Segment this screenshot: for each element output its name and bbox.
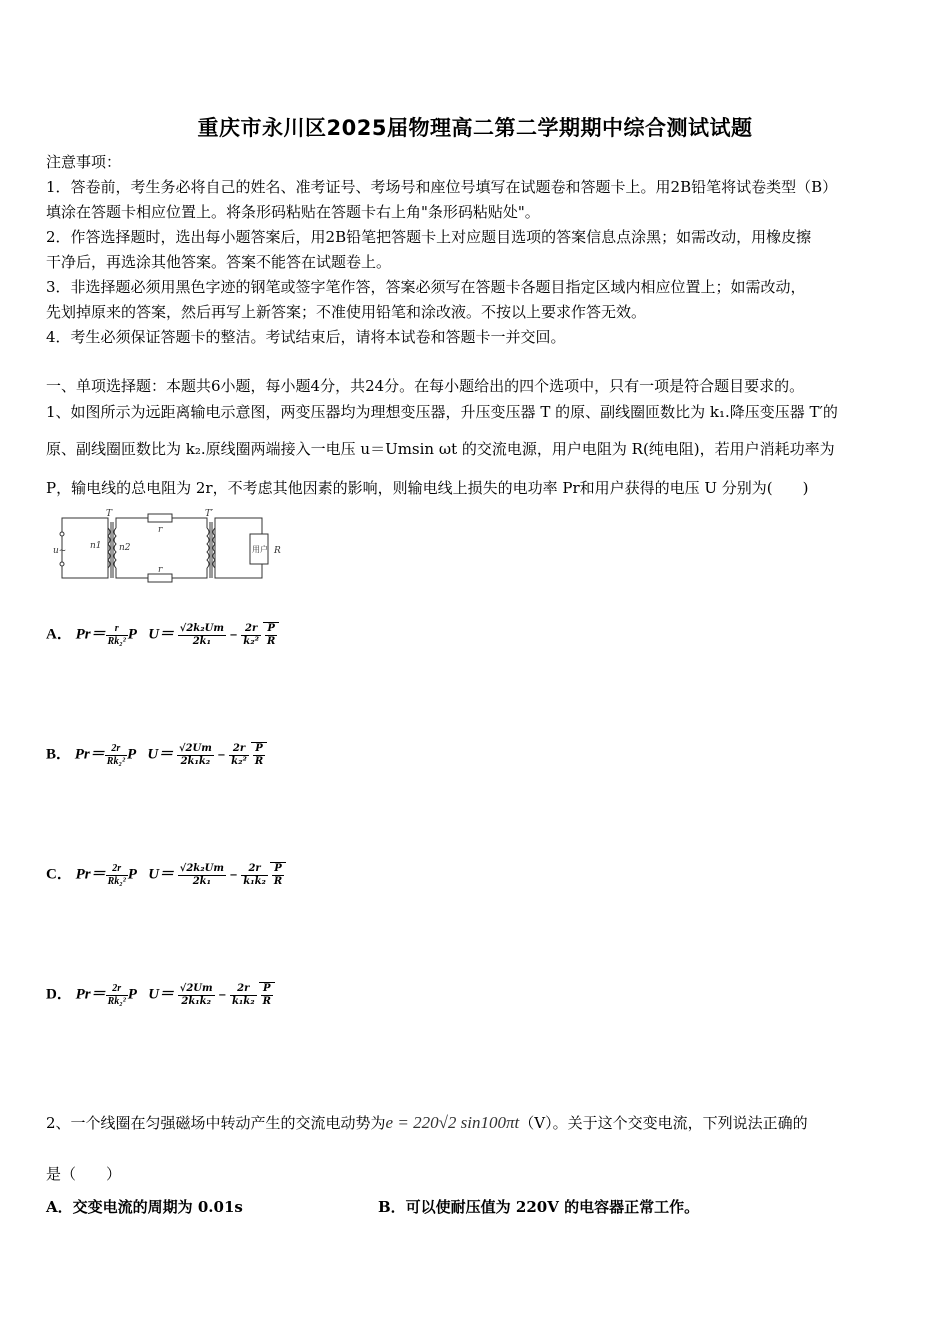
r-load-label: R	[274, 546, 281, 556]
u-expression: $\frac{√2Um}{\text{2k₁k₂}}$ − $\frac{2r}{\text{k₂²}}$ $\frac{P}{R}$	[177, 742, 267, 768]
q1-line-2: 原、副线圈匝数比为 k₂.原线圈两端接入一电压 u＝Umsin ωt 的交流电源，用户电阻为 R(纯电阻)，若用户消耗功率为	[46, 440, 835, 458]
option-letter: A．	[46, 626, 72, 643]
r-top-label: r	[158, 525, 163, 535]
notice-line-4: 干净后，再选涂其他答案。答案不能答在试题卷上。	[46, 253, 392, 271]
page-title: 重庆市永川区2025届物理高二第二学期期中综合测试试题	[197, 116, 753, 140]
q1-option-b[interactable]: B． Pr＝ $\frac{2r}{\text{Rk₂²}}$ P U＝ $\frac{√2Um}{\text{2k₁k₂}}$ − $\frac{2r}{\text{k₂²}}$ $\frac{P}{R}$	[46, 742, 267, 768]
pr-label: Pr＝	[75, 866, 106, 883]
pr-fraction: $\frac{2r}{\text{Rk₂²}}$	[107, 982, 126, 1007]
section-heading: 一、单项选择题：本题共6小题，每小题4分，共24分。在每小题给出的四个选项中，只有一项是符合题目要求的。	[46, 377, 805, 395]
option-letter: B．	[46, 746, 72, 763]
q1-option-d[interactable]: D． Pr＝ $\frac{2r}{\text{Rk₂²}}$ P U＝ $\frac{√2Um}{\text{2k₁k₂}}$ − $\frac{2r}{\text{k₁k₂}}$ $\frac{P}{R}$	[46, 982, 275, 1008]
pr-fraction: $\frac{2r}{\text{Rk₂²}}$	[106, 742, 125, 767]
user-label: 用户	[252, 545, 268, 554]
u-expression: $\frac{√2Um}{\text{2k₁k₂}}$ − $\frac{2r}{\text{k₁k₂}}$ $\frac{P}{R}$	[178, 982, 275, 1008]
notice-heading: 注意事项：	[46, 153, 122, 171]
option-letter: D．	[46, 986, 72, 1003]
option-letter: C．	[46, 866, 72, 883]
u-label: U＝	[148, 986, 175, 1003]
n2-label: n2	[119, 543, 131, 553]
pr-label: Pr＝	[75, 626, 106, 643]
u-expression: $\frac{\text{√2k₂Um}}{\text{2k₁}}$ − $\frac{2r}{\text{k₁k₂}}$ $\frac{P}{R}$	[178, 862, 286, 888]
q2-option-b[interactable]: B．可以使耐压值为 220V 的电容器正常工作。	[378, 1198, 700, 1216]
u-label: U＝	[148, 626, 175, 643]
q1-option-a[interactable]: A． Pr＝ $\frac{r}{\text{Rk₂²}}$ P U＝ $\frac{\text{√2k₂Um}}{\text{2k₁}}$ − $\frac{2r}{\text{k₂²}}$ $\frac{P}{R}$	[46, 622, 279, 648]
u-expression: $\frac{\text{√2k₂Um}}{\text{2k₁}}$ − $\frac{2r}{\text{k₂²}}$ $\frac{P}{R}$	[178, 622, 280, 648]
notice-line-2: 填涂在答题卡相应位置上。将条形码粘贴在答题卡右上角"条形码粘贴处"。	[46, 203, 540, 221]
transformer-t-label: T	[106, 509, 113, 519]
r-bottom-label: r	[158, 565, 163, 575]
transformer-t2-label: T′	[205, 509, 214, 519]
pr-fraction: $\frac{r}{\text{Rk₂²}}$	[107, 622, 126, 647]
u-label: U＝	[147, 746, 174, 763]
u-label: U＝	[148, 866, 175, 883]
q2-line-2: 是（ ）	[46, 1165, 122, 1183]
q1-line-1: 1、如图所示为远距离输电示意图，两变压器均为理想变压器，升压变压器 T 的原、副线圈匝数比为 k₁.降压变压器 T′的	[46, 403, 838, 421]
source-terminal-bottom	[60, 562, 64, 566]
notice-line-1: 1．答卷前，考生务必将自己的姓名、准考证号、考场号和座位号填写在试题卷和答题卡上。用2B铅笔将试卷类型（B）	[46, 178, 838, 196]
source-label: u~	[53, 546, 67, 556]
q2-option-a[interactable]: A．交变电流的周期为 0.01s	[46, 1198, 243, 1216]
q1-option-c[interactable]: C． Pr＝ $\frac{2r}{\text{Rk₂²}}$ P U＝ $\frac{\text{√2k₂Um}}{\text{2k₁}}$ − $\frac{2r}{\text{k₁k₂}}$ $\frac{P}{R}$	[46, 862, 286, 888]
source-terminal-top	[60, 532, 64, 536]
pr-fraction: $\frac{2r}{\text{Rk₂²}}$	[107, 862, 126, 887]
transmission-circuit-diagram	[52, 508, 292, 583]
notice-line-6: 先划掉原来的答案，然后再写上新答案；不准使用铅笔和涂改液。不按以上要求作答无效。	[46, 303, 647, 321]
q2-line-1: 2、一个线圈在匀强磁场中转动产生的交流电动势为e = 220√2 sin100πt（V）。关于这个交变电流，下列说法正确的	[46, 1113, 808, 1132]
notice-line-7: 4．考生必须保证答题卡的整洁。考试结束后，请将本试卷和答题卡一并交回。	[46, 328, 566, 346]
q2-formula: e = 220√2 sin100πt	[385, 1113, 520, 1132]
notice-line-5: 3．非选择题必须用黑色字迹的钢笔或签字笔作答，答案必须写在答题卡各题目指定区域内相应位置上；如需改动，	[46, 278, 806, 296]
pr-label: Pr＝	[75, 986, 106, 1003]
n1-label: n1	[90, 541, 102, 551]
pr-label: Pr＝	[74, 746, 105, 763]
notice-line-3: 2．作答选择题时，选出每小题答案后，用2B铅笔把答题卡上对应题目选项的答案信息点涂黑；如需改动，用橡皮擦	[46, 228, 812, 246]
q1-line-3: P，输电线的总电阻为 2r，不考虑其他因素的影响，则输电线上损失的电功率 Pr和用户获得的电压 U 分别为( )	[46, 479, 809, 497]
